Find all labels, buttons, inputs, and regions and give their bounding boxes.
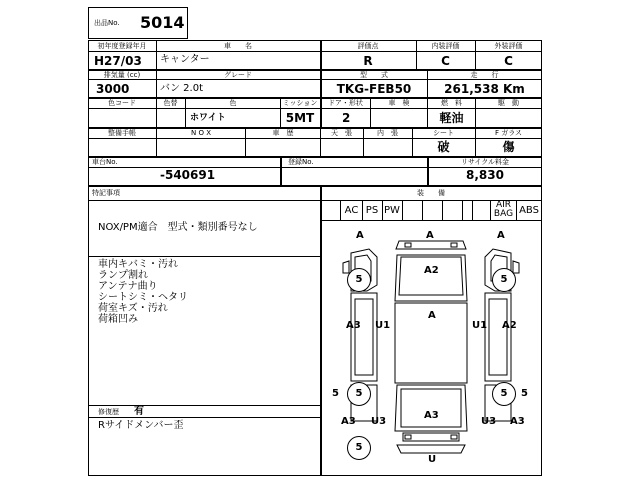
remarks-line-4: アンテナ曲り (98, 281, 158, 292)
damage-a3-bottom: A3 (424, 410, 439, 421)
lot-label: 出品No. (94, 19, 120, 27)
score-value: R (363, 54, 373, 68)
damage-u1-right: U1 (472, 320, 488, 331)
tire-front-right: 5 (492, 268, 516, 292)
year-value: H27/03 (94, 54, 142, 68)
damage-a3-lower-right: A3 (510, 416, 525, 427)
remarks-line-1: NOX/PM適合 型式・類別番号なし (98, 222, 258, 233)
equip-pw: PW (384, 205, 400, 216)
damage-u3-right: U3 (481, 416, 497, 427)
tire-rear-left: 5 (347, 382, 371, 406)
mileage-label: 走 行 (470, 71, 499, 79)
damage-a2-roof: A2 (424, 265, 439, 276)
tire-front-left: 5 (347, 268, 371, 292)
damage-a-cargo: A (428, 310, 436, 321)
recycle-label: リサイクル料金 (460, 158, 510, 166)
interior-label: 内装評価 (431, 42, 460, 50)
tire-rear-right: 5 (492, 382, 516, 406)
exterior-value: C (504, 54, 513, 68)
interior-trim-label: 内 張 (377, 129, 398, 137)
damage-a2-right: A2 (502, 320, 517, 331)
equip-ps: PS (365, 205, 379, 216)
remarks-line-6: 荷室キズ・汚れ (98, 303, 168, 314)
score-label: 評価点 (357, 42, 379, 50)
seat-value: 破 (437, 140, 450, 154)
damage-u1-left: U1 (375, 320, 391, 331)
glass-label: F ガラス (494, 129, 523, 137)
spare-right: 5 (521, 388, 528, 399)
equip-airbag: AIR BAG (493, 200, 514, 219)
grade-label: グレード (224, 71, 252, 79)
damage-u3-left: U3 (371, 416, 387, 427)
fuel-label: 燃 料 (441, 99, 462, 107)
damage-a-top-left: A (356, 230, 364, 241)
color-change-label: 色替 (163, 99, 178, 107)
history-label: 車 歴 (272, 129, 294, 137)
damage-a3-lower-left: A3 (341, 416, 356, 427)
seat-label: シート (433, 129, 454, 137)
inspection-label: 車 検 (388, 99, 410, 107)
transmission-label: ミッション (282, 99, 318, 107)
ceiling-label: 天 張 (331, 129, 352, 137)
fuel-value: 軽油 (439, 111, 464, 125)
chassis-value: -540691 (160, 168, 216, 182)
grade-value: バン 2.0t (160, 83, 204, 94)
equipment-label: 装 備 (417, 189, 445, 197)
color-value: ホワイト (190, 113, 226, 123)
car-name-value: キャンター (160, 54, 210, 65)
drive-label: 駆 動 (498, 99, 519, 107)
remarks-line-5: シートシミ・ヘタリ (98, 292, 188, 303)
exterior-label: 外装評価 (494, 42, 523, 50)
spare-tire: 5 (347, 436, 371, 460)
remarks-line-7: 荷箱凹み (98, 314, 138, 325)
repair-value: 有 (134, 406, 144, 417)
mileage-value: 261,538 Km (444, 82, 525, 96)
interior-value: C (441, 54, 450, 68)
model-value: TKG-FEB50 (336, 82, 412, 96)
color-code-label: 色コード (108, 99, 136, 107)
glass-value: 傷 (502, 140, 515, 154)
remarks-label: 特記事項 (92, 189, 120, 197)
equip-abs: ABS (519, 205, 539, 216)
chassis-label: 車台No. (92, 158, 118, 166)
color-label: 色 (229, 99, 237, 107)
door-label: ドア・形状 (328, 99, 363, 107)
nox-label: N O X (191, 129, 211, 137)
remarks-line-2: 車内キバミ・汚れ (98, 259, 178, 270)
equip-ac: AC (344, 205, 359, 216)
door-value: 2 (342, 111, 351, 125)
registration-label: 登録No. (288, 158, 314, 166)
repair-label: 修復歴 (98, 408, 119, 416)
damage-a3-left: A3 (346, 320, 361, 331)
car-label: 車 名 (224, 42, 252, 50)
damage-u-bottom: U (428, 454, 437, 465)
year-label: 初年度登録年月 (97, 42, 147, 50)
damage-a-top-center: A (426, 230, 434, 241)
repair-note-1: Rサイドメンバー歪 (98, 420, 184, 431)
recycle-value: 8,830 (466, 168, 504, 182)
spare-left: 5 (332, 388, 339, 399)
damage-a-top-right: A (497, 230, 505, 241)
model-label: 型 式 (360, 71, 388, 79)
displacement-value: 3000 (96, 82, 130, 96)
manual-label: 整備手帳 (108, 129, 136, 137)
transmission-value: 5MT (285, 111, 315, 125)
remarks-line-3: ランプ割れ (98, 270, 148, 281)
displacement-label: 排気量 (cc) (103, 71, 141, 79)
lot-number: 5014 (140, 13, 185, 32)
